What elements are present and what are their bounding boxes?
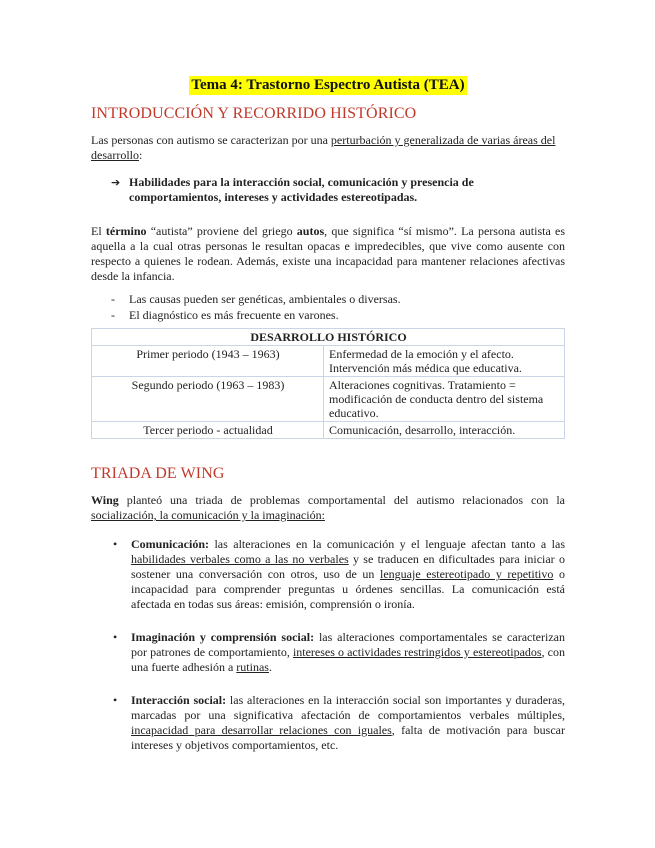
table-row (92, 422, 565, 439)
table-cell-period: Segundo periodo (1963 – 1983) (92, 377, 324, 422)
dash-list (91, 292, 565, 323)
wing-paragraph: Wing planteó una triada de problemas comportamental del autismo relacionados con la socialización, la comunicación y la imaginación: (91, 493, 565, 522)
bullet-icon: • (113, 537, 118, 551)
intro-paragraph: Las personas con autismo se caracterizan por una perturbación y generalizada de varias áreas del desarrollo: (91, 133, 556, 162)
list-item: - Las causas pueden ser genéticas, ambientales o diversas. (111, 292, 401, 306)
underlined-text: socialización, la comunicación y la imaginación: (91, 508, 325, 522)
section-heading-introduccion: INTRODUCCIÓN Y RECORRIDO HISTÓRICO (91, 105, 417, 122)
table-header-row (92, 329, 565, 346)
list-item: - El diagnóstico es más frecuente en varones. (111, 308, 339, 322)
arrow-item (111, 175, 565, 205)
term-paragraph: El término “autista” proviene del griego autos, que significa “sí mismo”. La persona autista es aquella a la cual otras personas le resultan opacas e impredecibles, que vive como ausente con respecto a quienes le rodean. Además, existe una incapacidad para mantener relaciones afectivas desde la infancia. (91, 224, 565, 283)
table-cell-desc: Comunicación, desarrollo, interacción. (324, 422, 565, 439)
document-title: Tema 4: Trastorno Espectro Autista (TEA) (191, 77, 465, 93)
triad-list (91, 537, 565, 753)
bullet-icon: • (113, 630, 118, 644)
document-page (91, 76, 565, 753)
bullet-icon: • (113, 693, 118, 707)
arrow-right-icon: ➔ (111, 176, 121, 189)
list-item: • Imaginación y comprensión social: las alteraciones comportamentales se caracterizan por patrones de comportamiento, intereses o actividades restringidos y estereotipados, con una fuerte adhesión a rutinas. (91, 630, 565, 675)
table-row (92, 346, 565, 377)
table-row (92, 377, 565, 422)
table-cell-period: Tercer periodo - actualidad (92, 422, 324, 439)
arrow-item-text: Habilidades para la interacción social, comunicación y presencia de comportamientos, intereses y actividades estereotipadas. (129, 175, 474, 204)
list-item: • Interacción social: las alteraciones en la interacción social son importantes y duraderas, marcadas por una significativa afectación de comportamientos verbales múltiples, incapacidad para desarrollar relaciones con iguales, falta de motivación para buscar intereses y objetivos comportamientos, etc. (91, 693, 565, 753)
underlined-text: perturbación y generalizada de varias áreas del desarrollo (91, 133, 556, 162)
table-cell-desc: Alteraciones cognitivas. Tratamiento = modificación de conducta dentro del sistema educativo. (324, 377, 565, 422)
title-wrap (91, 76, 565, 95)
table-cell-period: Primer periodo (1943 – 1963) (92, 346, 324, 377)
history-table (91, 328, 565, 439)
table-header: DESARROLLO HISTÓRICO (92, 329, 565, 346)
section-heading-triada: TRIADA DE WING (91, 465, 225, 482)
table-cell-desc: Enfermedad de la emoción y el afecto. Intervención más médica que educativa. (324, 346, 565, 377)
list-item: • Comunicación: las alteraciones en la comunicación y el lenguaje afectan tanto a las habilidades verbales como a las no verbales y se traducen en dificultades para iniciar o sostener una conversación con otros, uso de un lenguaje estereotipado y repetitivo o incapacidad para comprender preguntas u órdenes sencillas. La comunicación está afectada en todas sus áreas: emisión, comprensión o ironía. (91, 537, 565, 612)
